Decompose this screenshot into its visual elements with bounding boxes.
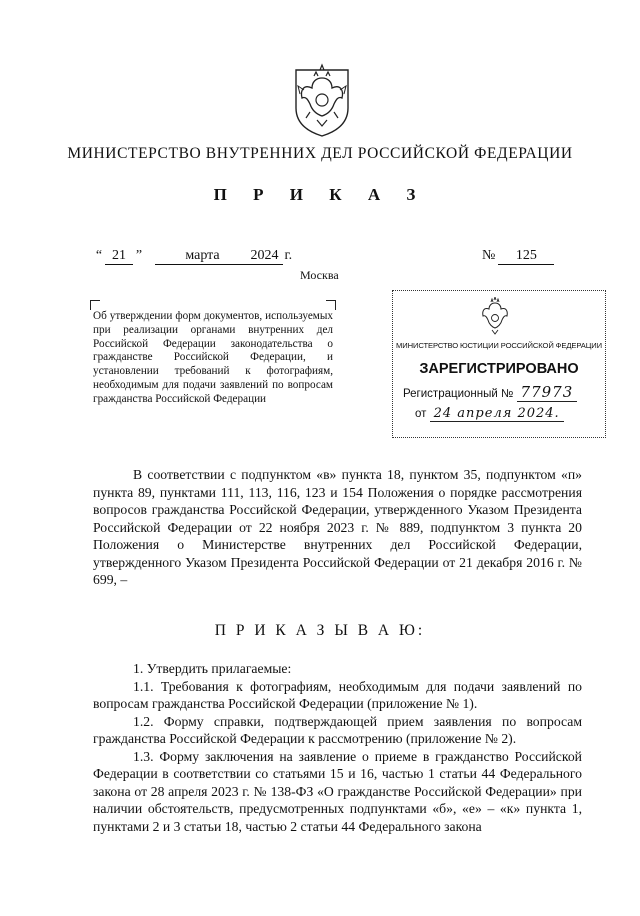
stamp-registration-number: Регистрационный № 77973 <box>403 383 577 401</box>
order-title: Об утверждении форм документов, используемых при реализации органами внутренних дел Российской Федерации законодательства о гражданстве Российской Федерации, и установлении требований к фотографиям, необходимым для подачи заявлений по вопросам гражданства Российской Федерации <box>93 310 333 405</box>
title-bracket-right <box>326 300 336 310</box>
date-month: марта <box>155 248 251 265</box>
title-bracket-left <box>90 300 100 310</box>
order-date: “ 21 ” марта 2024 г. <box>95 248 293 263</box>
handwritten-reg-number: 77973 <box>517 383 578 402</box>
order-item: 1.3. Форму заключения на заявление о приеме в гражданство Российской Федерации в соответствии со статьями 15 и 16, частью 1 статьи 44 Федерального закона от 28 апреля 2023 г. № 138-ФЗ «О гражданстве Российской Федерации» при наличии обстоятельств, предусмотренных подпунктами «б», «е» – «к» пункта 1, пунктами 2 и 3 статьи 18, частью 2 статьи 44 Федерального закона <box>93 748 582 834</box>
registration-stamp <box>392 290 606 438</box>
ministry-name: МИНИСТЕРСТВО ВНУТРЕННИХ ДЕЛ РОССИЙСКОЙ ФЕДЕРАЦИИ <box>67 145 573 162</box>
order-item: 1. Утвердить прилагаемые: <box>133 661 292 676</box>
city-label: Москва <box>300 268 339 282</box>
stamp-ministry: МИНИСТЕРСТВО ЮСТИЦИИ РОССИЙСКОЙ ФЕДЕРАЦИИ <box>396 341 602 350</box>
order-item: 1.2. Форму справки, подтверждающей прием заявления по вопросам гражданства Российской Федерации к рассмотрению (приложение № 2). <box>93 713 582 746</box>
date-day: 21 <box>105 248 133 265</box>
coat-of-arms-icon <box>290 56 354 138</box>
date-year: 2024 <box>251 248 283 265</box>
preamble: В соответствии с подпунктом «в» пункта 18, пунктом 35, подпунктом «п» пункта 89, пунктами 111, 113, 116, 123 и 154 Положения о порядке рассмотрения вопросов гражданства Российской Федерации, утвержденного Указом Президента Российской Федерации от 22 ноября 2023 г. № 889, подпунктом 3 пункта 20 Положения о Министерстве внутренних дел Российской Федерации, утвержденного Указом Президента Российской Федерации от 21 декабря 2016 г. № 699, – <box>93 467 582 587</box>
stamp-coat-of-arms-icon <box>478 297 512 337</box>
order-item: 1.1. Требования к фотографиям, необходимым для подачи заявлений по вопросам гражданства Российской Федерации (приложение № 1). <box>93 678 582 711</box>
handwritten-reg-date: 24 апреля 2024. <box>430 406 564 422</box>
order-number: № 125 <box>482 248 554 265</box>
order-word-heading: П Р И К А З Ы В А Ю: <box>214 622 426 639</box>
order-items <box>93 660 582 835</box>
stamp-registration-date: от 24 апреля 2024. <box>415 406 564 421</box>
stamp-registered: ЗАРЕГИСТРИРОВАНО <box>419 361 579 377</box>
document-type-heading: П Р И К А З <box>213 185 427 204</box>
